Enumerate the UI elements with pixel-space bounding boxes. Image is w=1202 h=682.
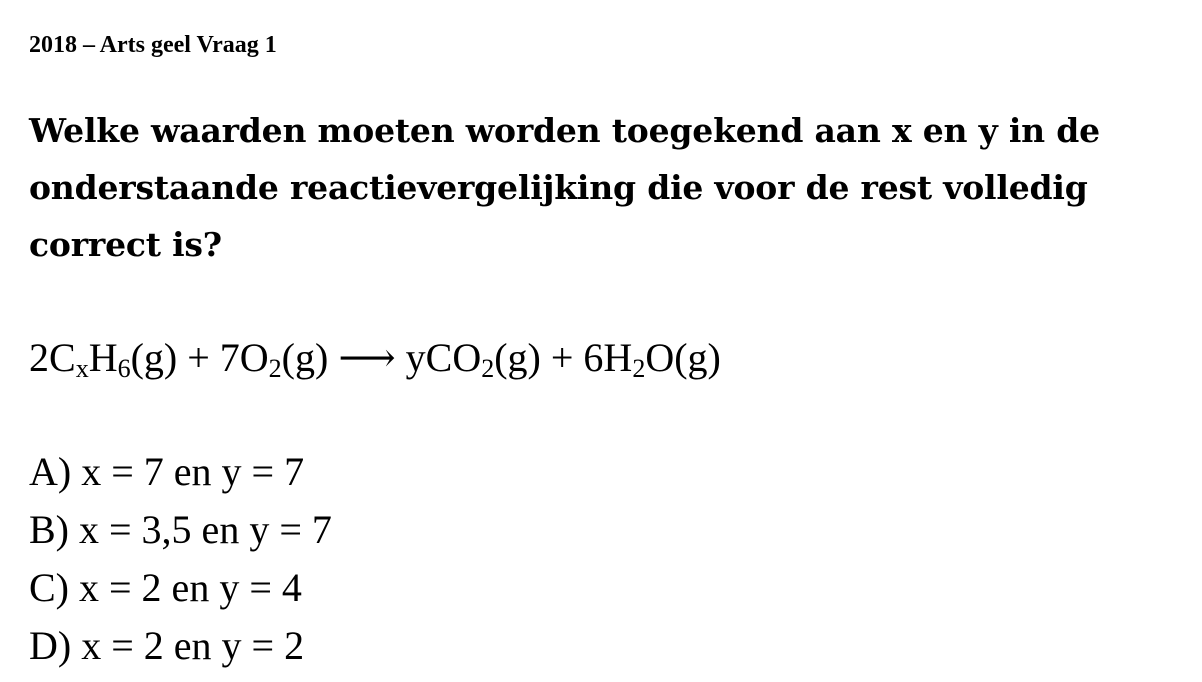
equation-subscript-o2: 2	[268, 354, 282, 383]
equation-part: H	[88, 335, 118, 380]
equation-subscript-x: x	[75, 354, 89, 383]
equation-subscript-co2: 2	[481, 354, 495, 383]
equation-part: (g) ⟶ yCO	[281, 335, 482, 380]
question-source: 2018 – Arts geel Vraag 1	[29, 32, 277, 58]
equation-part: 2C	[29, 335, 76, 380]
equation-subscript-h2: 2	[632, 354, 646, 383]
question-text	[29, 102, 1187, 273]
equation-part: (g) + 6H	[494, 335, 633, 380]
answer-option-d[interactable]: D) x = 2 en y = 2	[29, 623, 305, 668]
question-page	[29, 0, 1189, 682]
equation-part: O(g)	[645, 335, 721, 380]
question-line: Welke waarden moeten worden toegekend aan x en y in de	[29, 111, 1100, 150]
reaction-equation	[29, 330, 721, 386]
answer-option-c[interactable]: C) x = 2 en y = 4	[29, 565, 302, 610]
equation-part: (g) + 7O	[130, 335, 269, 380]
question-line: correct is?	[29, 225, 222, 264]
question-line: onderstaande reactievergelijking die voor de rest volledig	[29, 168, 1088, 207]
answer-option-b[interactable]: B) x = 3,5 en y = 7	[29, 507, 332, 552]
answer-option-a[interactable]: A) x = 7 en y = 7	[29, 449, 305, 494]
equation-subscript-6: 6	[117, 354, 131, 383]
answer-options	[29, 443, 332, 675]
